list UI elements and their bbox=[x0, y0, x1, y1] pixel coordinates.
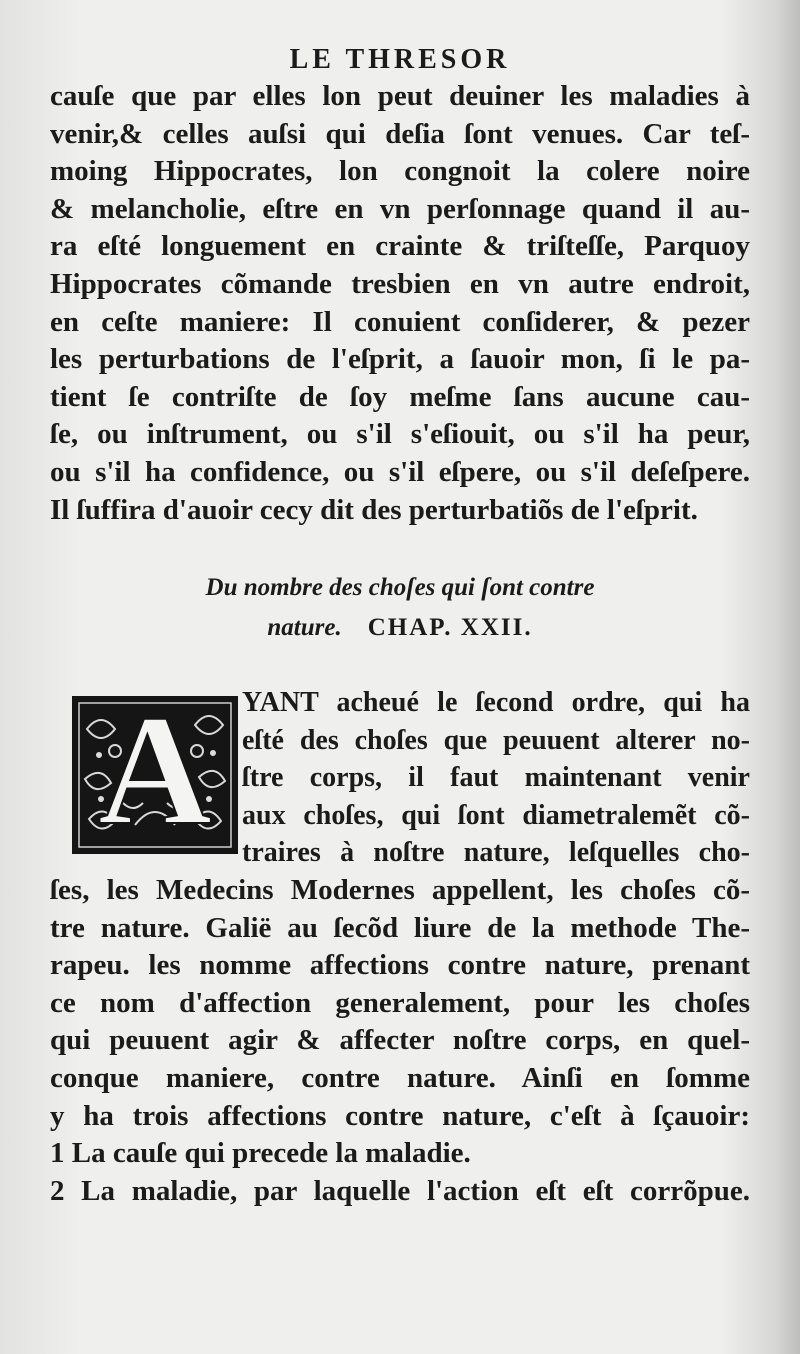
chapter-title: Du nombre des choſes qui ſont contre bbox=[205, 574, 595, 601]
chapter-heading-line1 bbox=[0, 574, 800, 602]
list-item: 2 La maladie, par laquelle l'action eſt eſt corrõpue. bbox=[50, 1174, 750, 1207]
text-line: YANT acheué le ſecond ordre, qui ha bbox=[242, 687, 750, 718]
text-line: en ceſte maniere: Il conuient conſiderer, & pezer bbox=[50, 305, 750, 338]
text-line: ſe, ou inſtrument, ou s'il s'eſiouit, ou s'il ha peur, bbox=[50, 418, 750, 451]
text-line: Il ſuffira d'auoir cecy dit des perturbatiõs de l'eſprit. bbox=[50, 493, 698, 526]
text-line: & melancholie, eſtre en vn perſonnage quand il au- bbox=[50, 192, 750, 225]
text-line: qui peuuent agir & affecter noſtre corps, en quel- bbox=[50, 1024, 750, 1057]
text-line: cauſe que par elles lon peut deuiner les maladies à bbox=[50, 80, 750, 112]
drop-cap-paragraph bbox=[242, 684, 750, 872]
text-line: ra eſté longuement en crainte & triſteſſe, Parquoy bbox=[50, 230, 750, 263]
text-line: traires à noſtre nature, leſquelles cho- bbox=[242, 837, 750, 869]
text-line: ſtre corps, il faut maintenant venir bbox=[242, 762, 750, 794]
text-line: les perturbations de l'eſprit, a ſauoir mon, ſi le pa- bbox=[50, 343, 750, 376]
chapter-heading-line2 bbox=[0, 614, 800, 642]
text-line: rapeu. les nomme affections contre nature, prenant bbox=[50, 949, 750, 982]
text-line: ſes, les Medecins Modernes appellent, les choſes cõ- bbox=[50, 874, 750, 906]
text-line: y ha trois affections contre nature, c'eſt à ſçauoir: bbox=[50, 1099, 750, 1132]
text-line: Hippocrates cõmande tresbien en vn autre endroit, bbox=[50, 267, 750, 300]
text-line: eſté des choſes que peuuent alterer no- bbox=[242, 724, 750, 756]
text-line: ou s'il ha confidence, ou s'il eſpere, ou s'il deſeſpere. bbox=[50, 455, 750, 488]
text-line: moing Hippocrates, lon congnoit la colere noire bbox=[50, 155, 750, 188]
text-line: tre nature. Galië au ſecõd liure de la methode The- bbox=[50, 911, 750, 944]
text-line: aux choſes, qui ſont diametralemẽt cõ- bbox=[242, 799, 750, 831]
chapter-title-end: nature. bbox=[267, 614, 342, 641]
decorated-initial bbox=[72, 683, 238, 858]
text-line: venir,& celles auſsi qui deſia ſont venues. Car teſ- bbox=[50, 117, 750, 150]
text-line: ce nom d'affection generalement, pour les choſes bbox=[50, 986, 750, 1019]
chapter-number: CHAP. XXII. bbox=[367, 614, 533, 641]
body-paragraph bbox=[50, 872, 750, 1210]
list-item: 1 La cauſe qui precede la maladie. bbox=[50, 1137, 471, 1170]
drop-cap-letter: A bbox=[97, 683, 213, 858]
top-paragraph bbox=[50, 78, 750, 529]
text-line: tient ſe contriſte de ſoy meſme ſans aucune cau- bbox=[50, 380, 750, 413]
running-head: LE THRESOR bbox=[289, 44, 511, 75]
text-line: conque maniere, contre nature. Ainſi en ſomme bbox=[50, 1061, 750, 1094]
